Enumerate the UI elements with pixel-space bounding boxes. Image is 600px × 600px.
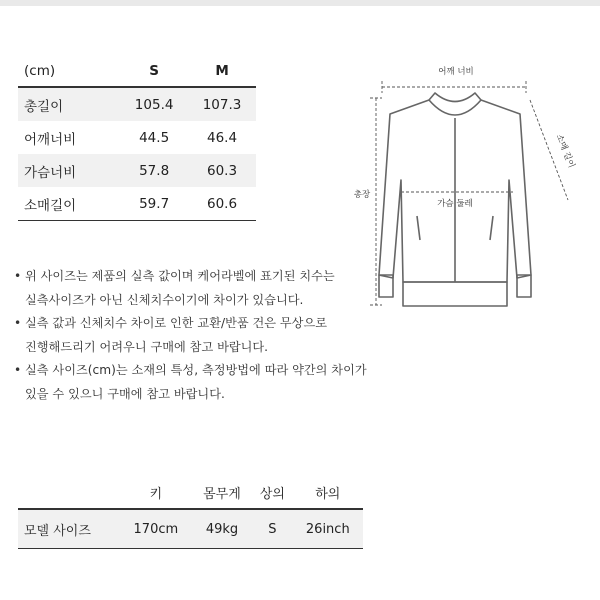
cell-value: 60.6 [207, 195, 238, 212]
note-text: 진행해드리기 어려우니 구매에 참고 바랍니다. [25, 339, 269, 354]
model-top-value: S [252, 509, 292, 549]
size-column-s: S [149, 63, 159, 79]
jacket-diagram [335, 60, 595, 330]
note-bullet: • [14, 363, 22, 377]
note-line [14, 336, 374, 360]
cell-value: 105.4 [134, 96, 174, 113]
model-row-label: 모델 사이즈 [18, 509, 120, 549]
table-row [18, 87, 256, 121]
note-text: 실측사이즈가 아닌 신체치수이기에 차이가 있습니다. [25, 292, 304, 307]
model-header-height: 키 [149, 486, 163, 502]
note-bullet: • [14, 269, 22, 283]
model-header-blank [18, 476, 120, 509]
unit-header: (cm) [24, 63, 56, 79]
note-line [14, 265, 374, 289]
cell-value: 46.4 [207, 129, 238, 146]
sleeve-length-label: 소매 길이 [553, 132, 577, 170]
size-table-header [18, 56, 256, 87]
cell-value: 44.5 [139, 129, 170, 146]
model-table-header [18, 476, 363, 509]
model-header-bottom: 하의 [315, 486, 341, 502]
note-line [14, 359, 374, 383]
cell-value: 107.3 [202, 96, 242, 113]
model-header-top: 상의 [259, 486, 285, 502]
model-header-weight: 몸무게 [203, 486, 241, 502]
note-text: 실측 사이즈(cm)는 소재의 특성, 측정방법에 따라 약간의 차이가 [25, 363, 367, 377]
table-row [18, 509, 363, 549]
model-weight-value: 49kg [192, 509, 253, 549]
note-bullet: • [14, 316, 22, 330]
size-notes [14, 265, 374, 406]
note-text: 위 사이즈는 제품의 실측 값이며 케어라벨에 표기된 치수는 [25, 269, 335, 283]
row-label: 소매길이 [24, 197, 77, 214]
size-column-m: M [215, 63, 229, 79]
model-size-table [18, 476, 363, 549]
note-line [14, 289, 374, 313]
top-divider [0, 0, 600, 6]
cell-value: 60.3 [207, 162, 238, 179]
row-label: 가슴너비 [24, 164, 77, 181]
table-row [18, 154, 256, 187]
table-row [18, 121, 256, 154]
cell-value: 57.8 [139, 162, 170, 179]
chest-label: 가슴 둘레 [437, 199, 473, 209]
model-bottom-value: 26inch [293, 509, 363, 549]
total-length-label: 총장 [353, 190, 371, 200]
note-line [14, 383, 374, 407]
cell-value: 59.7 [139, 195, 170, 212]
model-height-value: 170cm [120, 509, 192, 549]
note-text: 있을 수 있으니 구매에 참고 바랍니다. [25, 386, 225, 401]
row-label: 어깨너비 [24, 131, 77, 148]
row-label: 총길이 [24, 98, 64, 115]
table-row [18, 187, 256, 221]
shoulder-width-label: 어깨 너비 [438, 67, 474, 77]
size-table [18, 56, 256, 221]
note-text: 실측 값과 신체치수 차이로 인한 교환/반품 건은 무상으로 [25, 316, 328, 330]
note-line [14, 312, 374, 336]
